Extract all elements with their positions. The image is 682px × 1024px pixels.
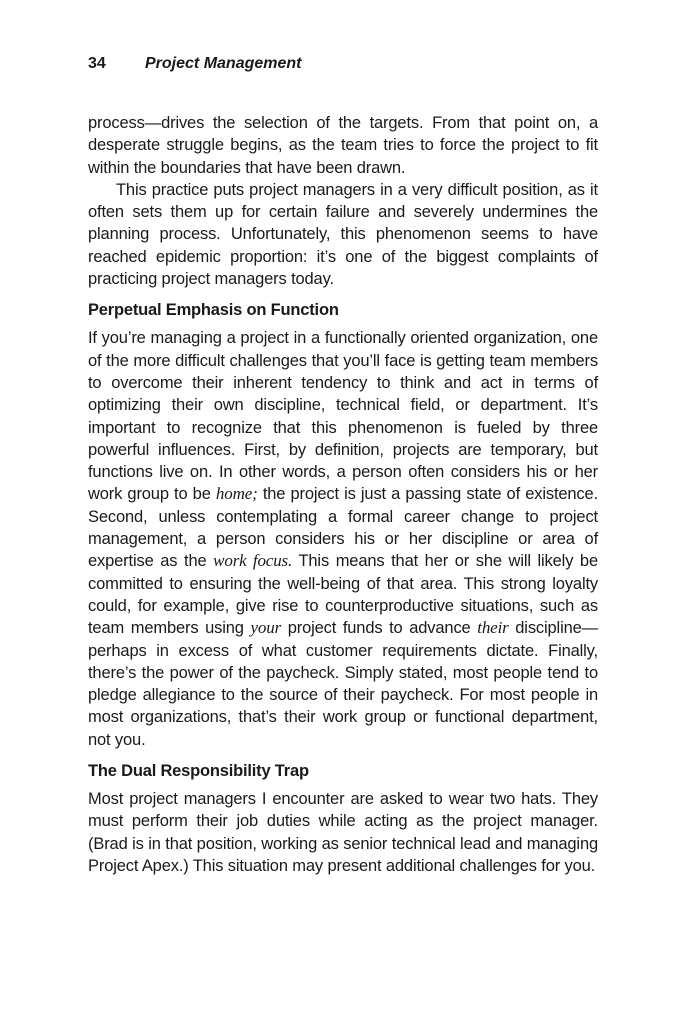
text-run: discipline—perhaps in excess of what customer requirements dictate. Finally, there’s the power of the paycheck. Simply stated, most people tend to pledge allegiance to the source of their paycheck. For most people in most organizations, that’s their work group or functional department, not you. xyxy=(88,619,598,749)
body-text xyxy=(88,112,598,877)
running-header xyxy=(88,54,301,74)
section-heading-dual-responsibility: The Dual Responsibility Trap xyxy=(88,762,309,781)
section-heading-perpetual-emphasis: Perpetual Emphasis on Function xyxy=(88,301,339,320)
running-title: Project Management xyxy=(145,55,302,72)
emphasis-work-focus: work focus. xyxy=(213,551,293,571)
text-run: If you’re managing a project in a functionally oriented organization, one of the more difficult challenges that you’ll face is getting team members to overcome their inherent tendency to think and act in terms of optimizing their own discipline, technical field, or department. It’s important to recognize that this phenomenon is fueled by three powerful influences. First, by definition, projects are temporary, but functions live on. In other words, a person often considers his or her work group to be xyxy=(88,329,598,504)
text-run: project funds to advance xyxy=(281,619,478,638)
text-run: the project is just a passing state of existence. Second, unless contemplating a formal career change to project management, a person considers his or her discipline or area of expertise as the xyxy=(88,485,598,571)
emphasis-your: your xyxy=(250,618,282,638)
page-number: 34 xyxy=(88,55,106,72)
paragraph-functional-organization xyxy=(88,327,598,751)
paragraph-continuation: process—drives the selection of the targets. From that point on, a desperate struggle begins, as the team tries to force the project to fit within the boundaries that have been drawn. xyxy=(88,114,598,177)
paragraph-two-hats: Most project managers I encounter are asked to wear two hats. They must perform their job duties while acting as the project manager. (Brad is in that position, working as senior technical lead and managing Project Apex.) This situation may present additional challenges for you. xyxy=(88,790,598,875)
emphasis-their: their xyxy=(477,618,509,638)
paragraph-practice: This practice puts project managers in a very difficult position, as it often sets them up for certain failure and severely undermines the planning process. Unfortunately, this phenomenon seems to have reached epidemic proportion: it’s one of the biggest complaints of practicing project managers today. xyxy=(88,180,598,289)
text-run: This means that her or she will likely be committed to ensuring the well-being of that area. This strong loyalty could, for example, give rise to counterproductive situations, such as team members using xyxy=(88,552,598,638)
emphasis-home: home; xyxy=(215,484,258,504)
